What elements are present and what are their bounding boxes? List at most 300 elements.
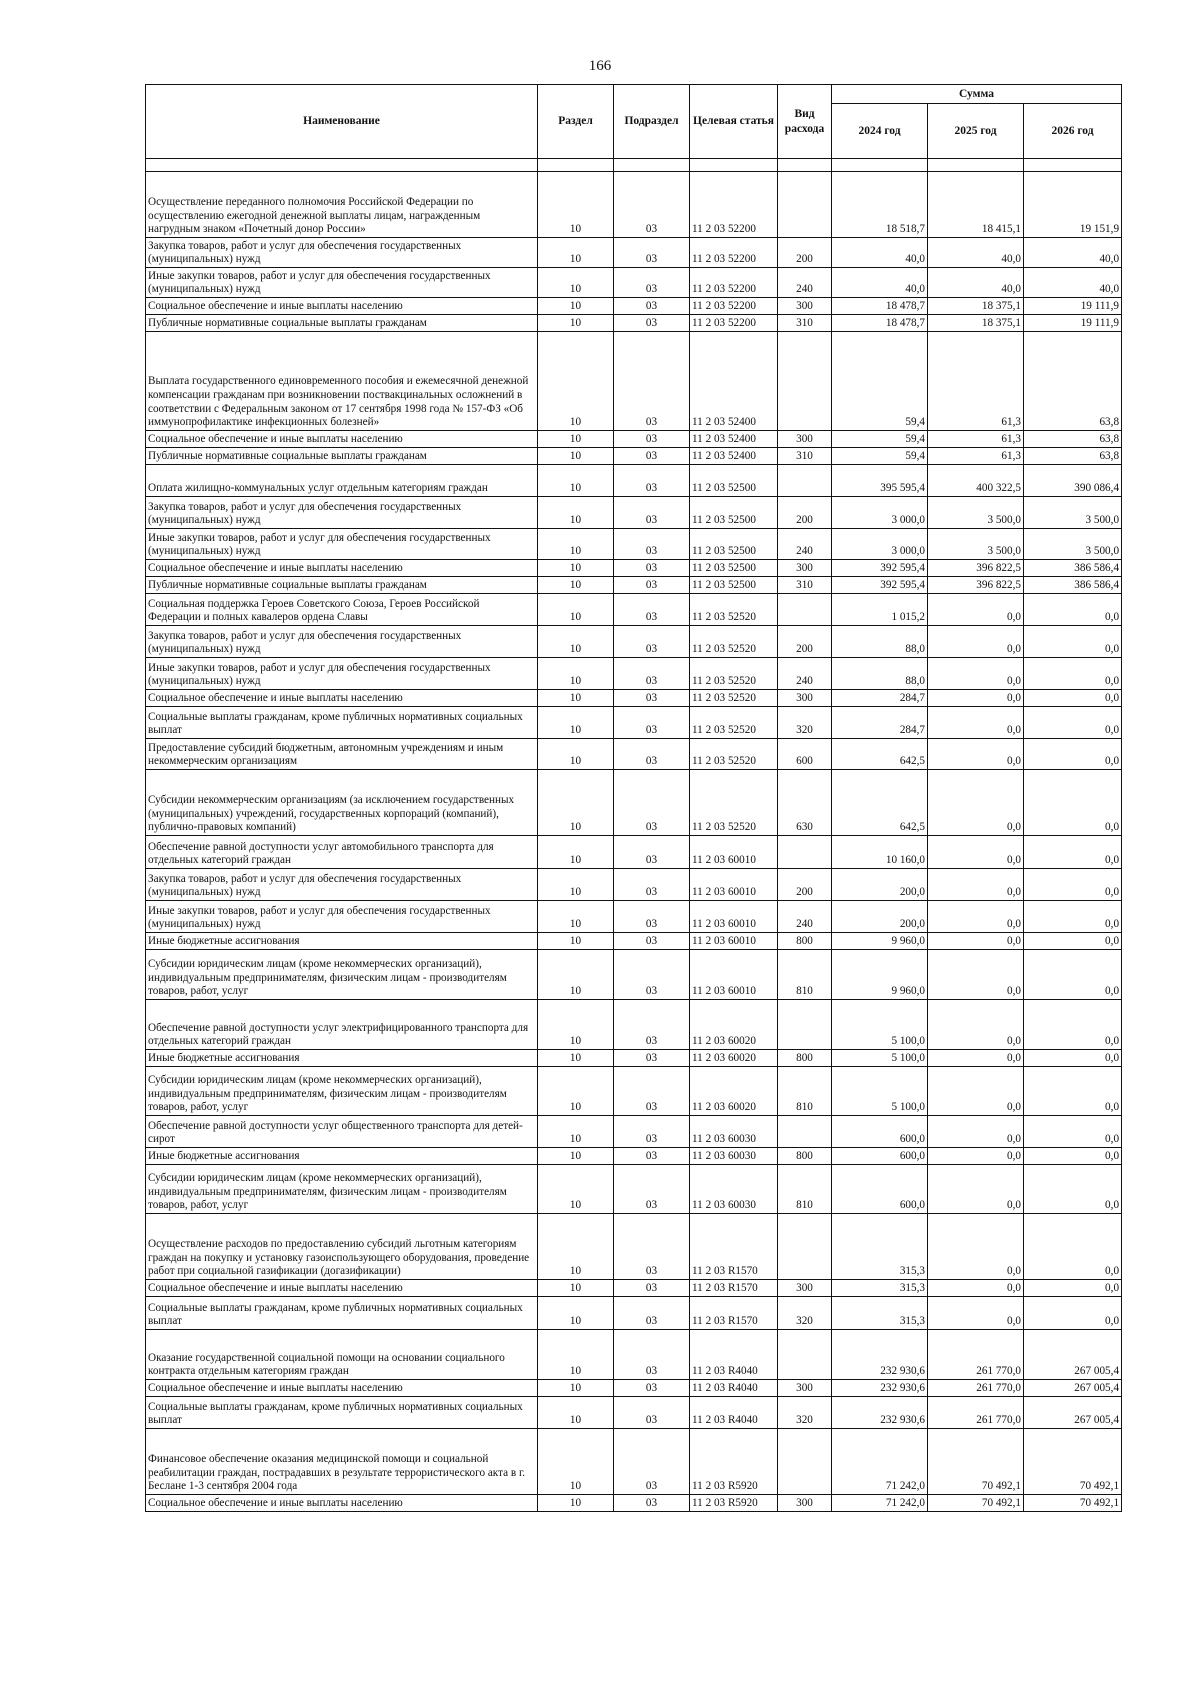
- row-expense: [778, 1429, 832, 1495]
- page-number: 166: [588, 58, 612, 74]
- row-2026: 0,0: [1024, 836, 1122, 869]
- row-2025: 400 322,5: [928, 465, 1024, 497]
- row-expense: [778, 1116, 832, 1148]
- row-2025: 0,0: [928, 1280, 1024, 1297]
- row-target: 11 2 03 60030: [690, 1148, 778, 1165]
- row-subsection: 03: [614, 933, 690, 950]
- row-2024: 59,4: [832, 448, 928, 465]
- row-2025: 0,0: [928, 739, 1024, 770]
- row-target: 11 2 03 60010: [690, 901, 778, 933]
- row-name: Социальное обеспечение и иные выплаты населению: [146, 431, 538, 448]
- row-2025: 0,0: [928, 626, 1024, 658]
- table-row: [146, 1067, 1122, 1116]
- table-row: [146, 1280, 1122, 1297]
- row-expense: [778, 836, 832, 869]
- row-name: Оказание государственной социальной помощи на основании социального контракта отдельным категориям граждан: [146, 1330, 538, 1380]
- row-expense: 310: [778, 448, 832, 465]
- row-target: 11 2 03 52400: [690, 332, 778, 431]
- row-target: 11 2 03 R1570: [690, 1214, 778, 1280]
- row-name: Субсидии юридическим лицам (кроме некоммерческих организаций), индивидуальным предпринимателям, физическим лицам - производителям товаров, работ, услуг: [146, 1067, 538, 1116]
- row-expense: 200: [778, 238, 832, 268]
- row-target: 11 2 03 60010: [690, 950, 778, 1000]
- row-name: Субсидии некоммерческим организациям (за исключением государственных (муниципальных) учреждений, государственных корпораций (компаний), публично-правовых компаний): [146, 770, 538, 836]
- row-2024: 18 478,7: [832, 298, 928, 315]
- row-expense: [778, 1330, 832, 1380]
- row-expense: 200: [778, 869, 832, 901]
- row-subsection: 03: [614, 739, 690, 770]
- row-subsection: 03: [614, 1297, 690, 1330]
- row-2025: 70 492,1: [928, 1495, 1024, 1512]
- row-section: 10: [538, 497, 614, 529]
- table-row: [146, 431, 1122, 448]
- row-subsection: 03: [614, 268, 690, 298]
- row-expense: 240: [778, 529, 832, 560]
- header-subsection: Подраздел: [614, 85, 690, 159]
- row-2025: 0,0: [928, 707, 1024, 739]
- row-target: 11 2 03 52200: [690, 268, 778, 298]
- header-target: Целевая статья: [690, 85, 778, 159]
- row-2025: 0,0: [928, 1148, 1024, 1165]
- row-2026: 0,0: [1024, 626, 1122, 658]
- row-2024: 40,0: [832, 268, 928, 298]
- row-2026: 19 151,9: [1024, 172, 1122, 238]
- row-name: Закупка товаров, работ и услуг для обеспечения государственных (муниципальных) нужд: [146, 626, 538, 658]
- table-row: [146, 529, 1122, 560]
- table-row: [146, 658, 1122, 690]
- row-2025: 0,0: [928, 1214, 1024, 1280]
- row-2026: 390 086,4: [1024, 465, 1122, 497]
- table-row: [146, 1330, 1122, 1380]
- row-2026: 0,0: [1024, 1067, 1122, 1116]
- row-subsection: 03: [614, 431, 690, 448]
- budget-table: [145, 84, 1122, 1512]
- row-expense: 200: [778, 497, 832, 529]
- row-name: Социальные выплаты гражданам, кроме публичных нормативных социальных выплат: [146, 707, 538, 739]
- row-2025: 61,3: [928, 431, 1024, 448]
- row-target: 11 2 03 52200: [690, 315, 778, 332]
- row-2026: 0,0: [1024, 770, 1122, 836]
- row-subsection: 03: [614, 1330, 690, 1380]
- header-section: Раздел: [538, 85, 614, 159]
- row-subsection: 03: [614, 1050, 690, 1067]
- row-target: 11 2 03 60030: [690, 1116, 778, 1148]
- row-2026: 63,8: [1024, 448, 1122, 465]
- row-2024: 9 960,0: [832, 950, 928, 1000]
- row-2026: 0,0: [1024, 1000, 1122, 1050]
- row-name: Обеспечение равной доступности услуг общественного транспорта для детей-сирот: [146, 1116, 538, 1148]
- row-section: 10: [538, 1380, 614, 1397]
- row-2025: 61,3: [928, 448, 1024, 465]
- row-section: 10: [538, 690, 614, 707]
- table-row: [146, 497, 1122, 529]
- row-2024: 392 595,4: [832, 560, 928, 577]
- table-row: [146, 626, 1122, 658]
- row-2024: 600,0: [832, 1116, 928, 1148]
- row-expense: 320: [778, 1297, 832, 1330]
- row-section: 10: [538, 901, 614, 933]
- row-2024: 71 242,0: [832, 1429, 928, 1495]
- row-name: Обеспечение равной доступности услуг автомобильного транспорта для отдельных категорий граждан: [146, 836, 538, 869]
- row-name: Иные бюджетные ассигнования: [146, 933, 538, 950]
- row-subsection: 03: [614, 1495, 690, 1512]
- row-name: Финансовое обеспечение оказания медицинской помощи и социальной реабилитации граждан, пострадавших в результате террористического акта в г. Беслане 1-3 сентября 2004 года: [146, 1429, 538, 1495]
- row-name: Предоставление субсидий бюджетным, автономным учреждениям и иным некоммерческим организациям: [146, 739, 538, 770]
- row-2026: 386 586,4: [1024, 560, 1122, 577]
- row-2024: 10 160,0: [832, 836, 928, 869]
- row-section: 10: [538, 707, 614, 739]
- row-name: Социальное обеспечение и иные выплаты населению: [146, 1380, 538, 1397]
- row-2025: 396 822,5: [928, 560, 1024, 577]
- row-name: Закупка товаров, работ и услуг для обеспечения государственных (муниципальных) нужд: [146, 869, 538, 901]
- row-subsection: 03: [614, 1214, 690, 1280]
- row-2024: 284,7: [832, 690, 928, 707]
- row-section: 10: [538, 1297, 614, 1330]
- row-subsection: 03: [614, 1148, 690, 1165]
- row-section: 10: [538, 560, 614, 577]
- row-expense: 810: [778, 950, 832, 1000]
- row-name: Субсидии юридическим лицам (кроме некоммерческих организаций), индивидуальным предпринимателям, физическим лицам - производителям товаров, работ, услуг: [146, 1165, 538, 1214]
- row-section: 10: [538, 1050, 614, 1067]
- row-target: 11 2 03 52520: [690, 770, 778, 836]
- row-subsection: 03: [614, 950, 690, 1000]
- row-name: Социальное обеспечение и иные выплаты населению: [146, 560, 538, 577]
- row-2025: 18 415,1: [928, 172, 1024, 238]
- row-2025: 40,0: [928, 268, 1024, 298]
- row-2026: 0,0: [1024, 933, 1122, 950]
- row-section: 10: [538, 529, 614, 560]
- row-2024: 59,4: [832, 431, 928, 448]
- table-row: [146, 298, 1122, 315]
- row-2024: 9 960,0: [832, 933, 928, 950]
- table-row: [146, 594, 1122, 626]
- row-section: 10: [538, 1000, 614, 1050]
- row-name: Осуществление расходов по предоставлению субсидий льготным категориям граждан на покупку и установку газоиспользующего оборудования, проведение работ при социальной газификации (догазификации): [146, 1214, 538, 1280]
- row-2025: 3 500,0: [928, 497, 1024, 529]
- row-2026: 40,0: [1024, 268, 1122, 298]
- row-expense: 630: [778, 770, 832, 836]
- row-section: 10: [538, 298, 614, 315]
- row-2024: 232 930,6: [832, 1380, 928, 1397]
- row-expense: [778, 594, 832, 626]
- row-expense: [778, 332, 832, 431]
- row-2024: 315,3: [832, 1297, 928, 1330]
- row-2025: 0,0: [928, 594, 1024, 626]
- row-name: Иные закупки товаров, работ и услуг для обеспечения государственных (муниципальных) нужд: [146, 901, 538, 933]
- header-2026: 2026 год: [1024, 104, 1122, 159]
- row-2024: 18 518,7: [832, 172, 928, 238]
- row-target: 11 2 03 52200: [690, 172, 778, 238]
- row-2025: 18 375,1: [928, 315, 1024, 332]
- row-2025: 261 770,0: [928, 1330, 1024, 1380]
- row-2026: 63,8: [1024, 332, 1122, 431]
- row-target: 11 2 03 52400: [690, 448, 778, 465]
- row-expense: 300: [778, 1380, 832, 1397]
- row-2024: 71 242,0: [832, 1495, 928, 1512]
- row-section: 10: [538, 1495, 614, 1512]
- row-subsection: 03: [614, 1397, 690, 1429]
- row-target: 11 2 03 60020: [690, 1050, 778, 1067]
- row-2025: 0,0: [928, 1067, 1024, 1116]
- row-target: 11 2 03 52520: [690, 626, 778, 658]
- row-2025: 261 770,0: [928, 1397, 1024, 1429]
- row-2025: 0,0: [928, 836, 1024, 869]
- row-target: 11 2 03 60030: [690, 1165, 778, 1214]
- row-2026: 40,0: [1024, 238, 1122, 268]
- row-2024: 59,4: [832, 332, 928, 431]
- row-subsection: 03: [614, 238, 690, 268]
- table-row: [146, 1380, 1122, 1397]
- row-section: 10: [538, 594, 614, 626]
- row-name: Социальное обеспечение и иные выплаты населению: [146, 690, 538, 707]
- row-target: 11 2 03 52520: [690, 690, 778, 707]
- header-expense: Вид расхода: [778, 85, 832, 159]
- row-subsection: 03: [614, 1067, 690, 1116]
- row-2024: 315,3: [832, 1214, 928, 1280]
- row-target: 11 2 03 52520: [690, 658, 778, 690]
- row-subsection: 03: [614, 315, 690, 332]
- row-expense: 800: [778, 933, 832, 950]
- row-target: 11 2 03 R1570: [690, 1297, 778, 1330]
- table-row: [146, 332, 1122, 431]
- row-subsection: 03: [614, 529, 690, 560]
- row-2025: 0,0: [928, 690, 1024, 707]
- row-name: Социальное обеспечение и иные выплаты населению: [146, 1280, 538, 1297]
- row-subsection: 03: [614, 594, 690, 626]
- table-row: [146, 869, 1122, 901]
- row-section: 10: [538, 933, 614, 950]
- row-target: 11 2 03 52520: [690, 707, 778, 739]
- row-2026: 3 500,0: [1024, 497, 1122, 529]
- row-name: Иные закупки товаров, работ и услуг для обеспечения государственных (муниципальных) нужд: [146, 529, 538, 560]
- table-header: [146, 85, 1122, 159]
- row-2026: 0,0: [1024, 1280, 1122, 1297]
- row-target: 11 2 03 52500: [690, 529, 778, 560]
- row-subsection: 03: [614, 1380, 690, 1397]
- row-target: 11 2 03 60010: [690, 933, 778, 950]
- table-row: [146, 448, 1122, 465]
- row-subsection: 03: [614, 707, 690, 739]
- row-section: 10: [538, 626, 614, 658]
- row-target: 11 2 03 52200: [690, 238, 778, 268]
- row-2026: 0,0: [1024, 1297, 1122, 1330]
- row-2025: 0,0: [928, 1000, 1024, 1050]
- table-row: [146, 1214, 1122, 1280]
- table-row: [146, 315, 1122, 332]
- row-subsection: 03: [614, 690, 690, 707]
- row-name: Закупка товаров, работ и услуг для обеспечения государственных (муниципальных) нужд: [146, 238, 538, 268]
- row-section: 10: [538, 1067, 614, 1116]
- row-expense: 800: [778, 1050, 832, 1067]
- row-2025: 70 492,1: [928, 1429, 1024, 1495]
- row-expense: 300: [778, 1280, 832, 1297]
- table-row: [146, 465, 1122, 497]
- row-2025: 0,0: [928, 933, 1024, 950]
- row-subsection: 03: [614, 497, 690, 529]
- row-name: Оплата жилищно-коммунальных услуг отдельным категориям граждан: [146, 465, 538, 497]
- table-row: [146, 268, 1122, 298]
- row-2025: 40,0: [928, 238, 1024, 268]
- row-subsection: 03: [614, 1116, 690, 1148]
- row-2025: 0,0: [928, 869, 1024, 901]
- row-section: 10: [538, 238, 614, 268]
- row-section: 10: [538, 836, 614, 869]
- table-row: [146, 836, 1122, 869]
- row-2024: 232 930,6: [832, 1330, 928, 1380]
- row-2025: 0,0: [928, 658, 1024, 690]
- row-2024: 5 100,0: [832, 1067, 928, 1116]
- row-2026: 0,0: [1024, 901, 1122, 933]
- row-subsection: 03: [614, 901, 690, 933]
- row-subsection: 03: [614, 448, 690, 465]
- row-subsection: 03: [614, 1429, 690, 1495]
- row-subsection: 03: [614, 1280, 690, 1297]
- row-2025: 61,3: [928, 332, 1024, 431]
- row-target: 11 2 03 52520: [690, 594, 778, 626]
- table-row: [146, 1050, 1122, 1067]
- row-2025: 3 500,0: [928, 529, 1024, 560]
- row-target: 11 2 03 R4040: [690, 1397, 778, 1429]
- row-target: 11 2 03 52520: [690, 739, 778, 770]
- spacer-row: [146, 159, 1122, 172]
- row-expense: [778, 465, 832, 497]
- row-2026: 0,0: [1024, 1050, 1122, 1067]
- row-name: Иные закупки товаров, работ и услуг для обеспечения государственных (муниципальных) нужд: [146, 268, 538, 298]
- row-target: 11 2 03 60020: [690, 1067, 778, 1116]
- table-row: [146, 172, 1122, 238]
- row-section: 10: [538, 1397, 614, 1429]
- row-name: Социальные выплаты гражданам, кроме публичных нормативных социальных выплат: [146, 1297, 538, 1330]
- row-expense: 310: [778, 315, 832, 332]
- row-subsection: 03: [614, 560, 690, 577]
- row-expense: 600: [778, 739, 832, 770]
- row-2025: 261 770,0: [928, 1380, 1024, 1397]
- row-section: 10: [538, 658, 614, 690]
- row-name: Закупка товаров, работ и услуг для обеспечения государственных (муниципальных) нужд: [146, 497, 538, 529]
- table-row: [146, 1297, 1122, 1330]
- row-subsection: 03: [614, 172, 690, 238]
- row-expense: 320: [778, 1397, 832, 1429]
- row-2024: 5 100,0: [832, 1000, 928, 1050]
- table-row: [146, 577, 1122, 594]
- row-2025: 0,0: [928, 1297, 1024, 1330]
- row-2026: 70 492,1: [1024, 1495, 1122, 1512]
- row-expense: 310: [778, 577, 832, 594]
- row-section: 10: [538, 869, 614, 901]
- row-2025: 0,0: [928, 1050, 1024, 1067]
- row-expense: [778, 172, 832, 238]
- row-subsection: 03: [614, 770, 690, 836]
- header-name: Наименование: [146, 85, 538, 159]
- row-2024: 232 930,6: [832, 1397, 928, 1429]
- row-2024: 642,5: [832, 739, 928, 770]
- table-row: [146, 933, 1122, 950]
- header-2024: 2024 год: [832, 104, 928, 159]
- row-2026: 63,8: [1024, 431, 1122, 448]
- row-name: Осуществление переданного полномочия Российской Федерации по осуществлению ежегодной денежной выплаты лицам, награжденным нагрудным знаком «Почетный донор России»: [146, 172, 538, 238]
- row-section: 10: [538, 172, 614, 238]
- row-subsection: 03: [614, 577, 690, 594]
- row-expense: [778, 1214, 832, 1280]
- row-2026: 0,0: [1024, 690, 1122, 707]
- row-name: Социальная поддержка Героев Советского Союза, Героев Российской Федерации и полных кавалеров ордена Славы: [146, 594, 538, 626]
- row-name: Публичные нормативные социальные выплаты гражданам: [146, 315, 538, 332]
- row-target: 11 2 03 R4040: [690, 1330, 778, 1380]
- row-expense: 240: [778, 658, 832, 690]
- row-subsection: 03: [614, 658, 690, 690]
- row-2026: 3 500,0: [1024, 529, 1122, 560]
- row-subsection: 03: [614, 836, 690, 869]
- row-section: 10: [538, 332, 614, 431]
- row-expense: 810: [778, 1165, 832, 1214]
- header-2025: 2025 год: [928, 104, 1024, 159]
- row-name: Социальное обеспечение и иные выплаты населению: [146, 298, 538, 315]
- table-row: [146, 690, 1122, 707]
- row-2026: 0,0: [1024, 1148, 1122, 1165]
- row-2024: 5 100,0: [832, 1050, 928, 1067]
- row-section: 10: [538, 448, 614, 465]
- row-2026: 19 111,9: [1024, 298, 1122, 315]
- table-row: [146, 1148, 1122, 1165]
- table-row: [146, 739, 1122, 770]
- row-target: 11 2 03 R1570: [690, 1280, 778, 1297]
- table-row: [146, 1495, 1122, 1512]
- row-target: 11 2 03 R5920: [690, 1495, 778, 1512]
- table-row: [146, 1000, 1122, 1050]
- row-target: 11 2 03 R5920: [690, 1429, 778, 1495]
- row-2026: 0,0: [1024, 1214, 1122, 1280]
- row-2025: 0,0: [928, 1116, 1024, 1148]
- row-subsection: 03: [614, 298, 690, 315]
- row-expense: 240: [778, 901, 832, 933]
- row-expense: [778, 1000, 832, 1050]
- row-section: 10: [538, 950, 614, 1000]
- row-expense: 300: [778, 560, 832, 577]
- row-section: 10: [538, 1148, 614, 1165]
- row-2026: 267 005,4: [1024, 1380, 1122, 1397]
- row-expense: 300: [778, 690, 832, 707]
- row-name: Социальные выплаты гражданам, кроме публичных нормативных социальных выплат: [146, 1397, 538, 1429]
- row-2026: 267 005,4: [1024, 1330, 1122, 1380]
- row-2026: 0,0: [1024, 1116, 1122, 1148]
- row-section: 10: [538, 577, 614, 594]
- row-expense: 300: [778, 431, 832, 448]
- row-2024: 88,0: [832, 626, 928, 658]
- row-2026: 386 586,4: [1024, 577, 1122, 594]
- row-section: 10: [538, 770, 614, 836]
- row-section: 10: [538, 1116, 614, 1148]
- row-name: Социальное обеспечение и иные выплаты населению: [146, 1495, 538, 1512]
- row-name: Иные бюджетные ассигнования: [146, 1148, 538, 1165]
- row-target: 11 2 03 52400: [690, 431, 778, 448]
- row-name: Обеспечение равной доступности услуг электрифицированного транспорта для отдельных категорий граждан: [146, 1000, 538, 1050]
- header-sum: Сумма: [832, 85, 1122, 104]
- row-expense: 320: [778, 707, 832, 739]
- row-subsection: 03: [614, 1165, 690, 1214]
- row-2024: 315,3: [832, 1280, 928, 1297]
- row-2025: 0,0: [928, 1165, 1024, 1214]
- row-2024: 40,0: [832, 238, 928, 268]
- row-expense: 200: [778, 626, 832, 658]
- row-2024: 200,0: [832, 901, 928, 933]
- row-2024: 88,0: [832, 658, 928, 690]
- row-section: 10: [538, 1165, 614, 1214]
- row-2026: 0,0: [1024, 658, 1122, 690]
- table-row: [146, 1397, 1122, 1429]
- row-expense: 300: [778, 298, 832, 315]
- row-2024: 284,7: [832, 707, 928, 739]
- table-row: [146, 901, 1122, 933]
- row-2026: 267 005,4: [1024, 1397, 1122, 1429]
